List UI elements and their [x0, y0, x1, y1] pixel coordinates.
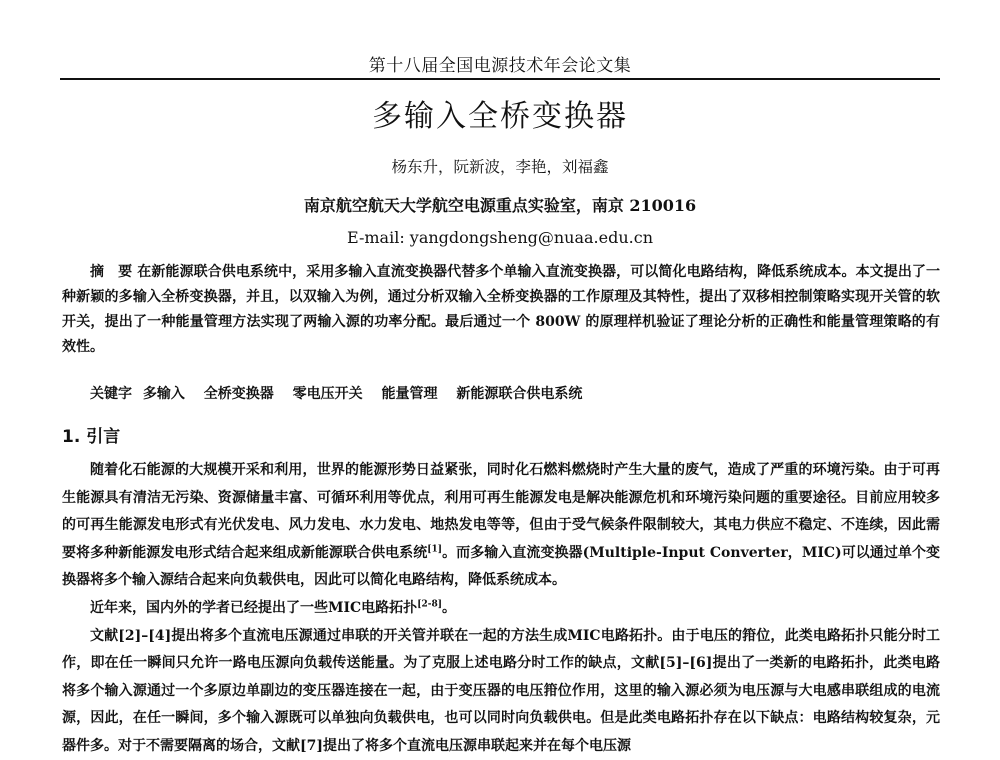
- section-body: [62, 457, 940, 760]
- keyword-item: 新能源联合供电系统: [456, 386, 583, 402]
- paragraph-text: 随着化石能源的大规模开采和利用，世界的能源形势日益紧张，同时化石燃料燃烧时产生大量的废气，造成了严重的环境污染。由于可再生能源具有清洁无污染、资源储量丰富、可循环利用等优点，利用可再生能源发电是解决能源危机和环境污染问题的重要途径。目前应用较多的可再生能源发电形式有光伏发电、风力发电、水力发电、地热发电等等，但由于受气候条件限制较大，其电力供应不稳定、不连续，因此需要将多种新能源发电形式结合起来组成新能源联合供电系统: [62, 462, 940, 561]
- paragraph-text: 近年来，国内外的学者已经提出了一些MIC电路拓扑: [90, 599, 418, 616]
- keywords: [90, 384, 940, 404]
- citation: [1]: [427, 544, 443, 555]
- header-rule: [60, 78, 940, 80]
- body-paragraph: [62, 457, 940, 595]
- paragraph-text: 。而多输入直流变换器(Multiple-Input Converter，MIC)可以通过单个变换器将多个输入源结合起来向负载供电，因此可以简化电路结构，降低系统成本。: [62, 544, 940, 589]
- body-paragraph: [62, 623, 940, 760]
- citation: [2-8]: [417, 599, 442, 610]
- running-header: 第十八届全国电源技术年会论文集: [368, 56, 632, 76]
- keyword-item: 能量管理: [381, 386, 438, 402]
- keywords-label: 关键字: [90, 386, 132, 402]
- affiliation: 南京航空航天大学航空电源重点实验室，南京 210016: [303, 196, 697, 215]
- keyword-item: 全桥变换器: [203, 386, 274, 402]
- abstract: [62, 260, 940, 360]
- keyword-item: 零电压开关: [292, 386, 363, 402]
- body-paragraph: [62, 595, 940, 623]
- section-heading-introduction: 1. 引言: [62, 427, 121, 447]
- paragraph-text: 。: [441, 599, 456, 616]
- abstract-label: 摘 要: [90, 264, 133, 280]
- keyword-item: 多输入: [142, 386, 185, 402]
- author-list: 杨东升，阮新波，李艳，刘福鑫: [391, 158, 609, 176]
- contact-email: E-mail: yangdongsheng@nuaa.edu.cn: [346, 228, 654, 247]
- paragraph-text: 文献[2]–[4]提出将多个直流电压源通过串联的开关管并联在一起的方法生成MIC电路拓扑。由于电压的箝位，此类电路拓扑只能分时工作，即在任一瞬间只允许一路电压源向负载传送能量。为了克服上述电路分时工作的缺点，文献[5]–[6]提出了一类新的电路拓扑，此类电路将多个输入源通过一个多原边单副边的变压器连接在一起，由于变压器的电压箝位作用，这里的输入源必须为电压源与大电感串联组成的电流源，因此，在任一瞬间，多个输入源既可以单独向负载供电，也可以同时向负载供电。但是此类电路拓扑存在以下缺点：电路结构较复杂，元器件多。对于不需要隔离的场合，文献[7]提出了将多个直流电压源串联起来并在每个电压源: [62, 627, 940, 754]
- abstract-text: 在新能源联合供电系统中，采用多输入直流变换器代替多个单输入直流变换器，可以简化电路结构，降低系统成本。本文提出了一种新颖的多输入全桥变换器，并且，以双输入为例，通过分析双输入全桥变换器的工作原理及其特性，提出了双移相控制策略实现开关管的软开关，提出了一种能量管理方法实现了两输入源的功率分配。最后通过一个 800W 的原理样机验证了理论分析的正确性和能量管理策略的有效性。: [62, 264, 941, 355]
- paper-title: 多输入全桥变换器: [372, 99, 628, 134]
